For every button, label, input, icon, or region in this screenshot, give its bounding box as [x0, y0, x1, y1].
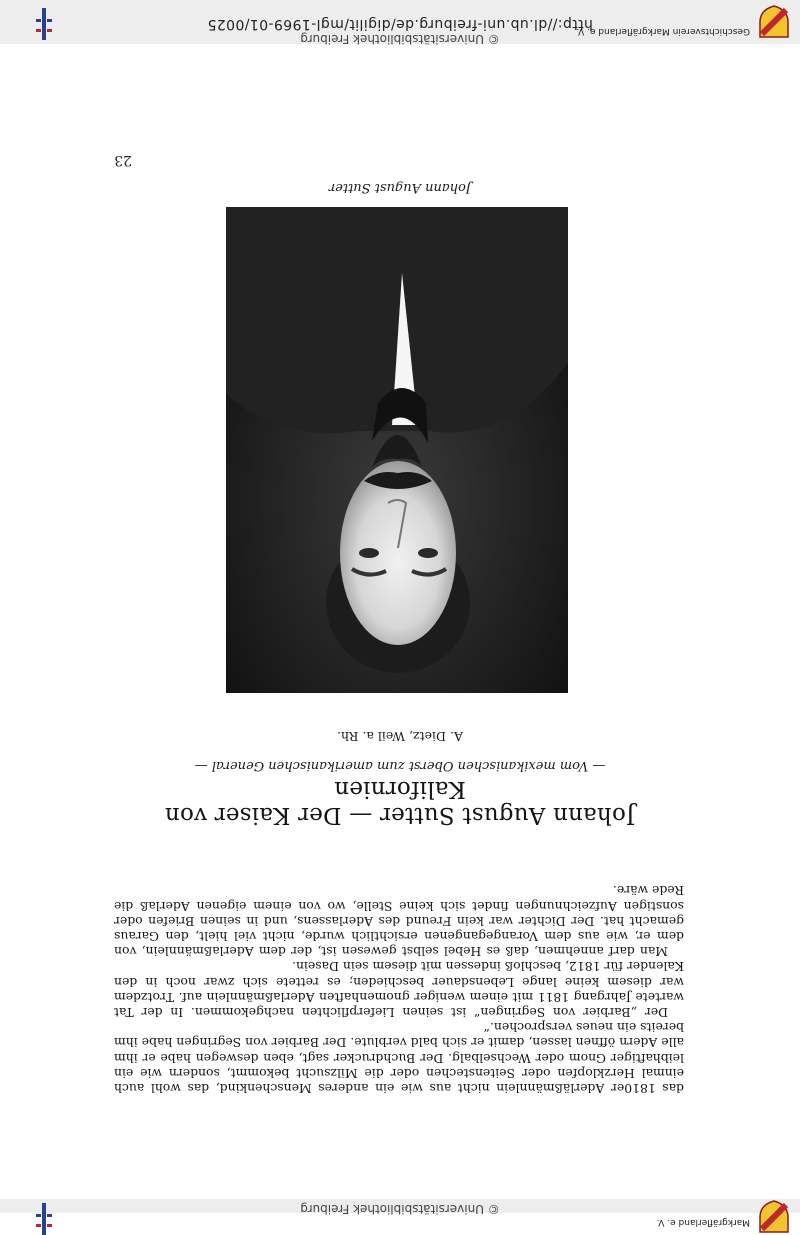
paragraph-1: das 1810er Aderläßmännlein nicht aus wie ein anderes Menschenkind, das wohl auch einmal Herzklopfen oder Seitenstechen oder die Milzsucht bekommt, sondern wie ein leibhaftiger Gnom oder Wechselbalg. Der Buchdrucker sagt, eben deswegen habe er ihm alle Adern öffnen lassen, damit er sich bald verblute. Der Barbier von Segringen habe ihm bereits ein neues versprochen.“ [114, 1020, 684, 1096]
portrait-photo [226, 207, 568, 693]
coat-of-arms-icon [756, 1199, 792, 1235]
page-number: 23 [114, 152, 132, 168]
library-logo-icon [36, 1203, 52, 1235]
library-logo-icon [36, 8, 52, 40]
paragraph-3: Man darf annehmen, daß es Hebel selbst gewesen ist, der dem Aderlaßmännlein, von dem er, wie aus dem Vorangegangenen ersichtlich wurde, nicht viel hielt, den Garaus gemacht hat. Der Dichter war kein Freund des Aderlassens, und in seinen Briefen oder sonstigen Aufzeichnungen findet sich keine Stelle, wo von einem eigenen Aderlaß die Rede wäre. [114, 883, 684, 960]
portrait-caption: Johann August Sutter [328, 180, 472, 195]
footer-bar [0, 0, 800, 44]
header-bar [0, 1199, 800, 1227]
society-name: Geschichtsverein Markgräflerland e. V. [576, 26, 750, 36]
paragraph-2: Der „Barbier von Segringen“ ist seinen Lieferpflichten nachgekommen. In der Tat wartete Jahrgang 1811 mit einem weniger gnomenhaften Aderlaßmännlein auf. Trotzdem war diesem keine lange Lebensdauer beschieden; es rettete sich zwar noch in den Kalender für 1812, beschloß indessen mit diesem sein Dasein. [114, 959, 684, 1020]
footer-copyright: © Universitätsbibliothek Freiburg [300, 32, 500, 46]
coat-of-arms-icon [756, 4, 792, 40]
header-copyright: © Universitätsbibliothek Freiburg [300, 1202, 500, 1216]
document-url[interactable]: http://dl.ub.uni-freiburg.de/digilit/mgl-1969-01/0025 [207, 16, 593, 32]
article-subtitle: — Vom mexikanischen Oberst zum amerikanischen General — [194, 758, 606, 773]
article-author: A. Dietz, Weil a. Rh. [337, 729, 463, 744]
society-name: Markgräflerland e. V. [656, 1217, 750, 1227]
article-title: Johann August Sutter — Der Kaiser von Kalifornien [164, 776, 636, 828]
article-body [114, 883, 684, 1096]
